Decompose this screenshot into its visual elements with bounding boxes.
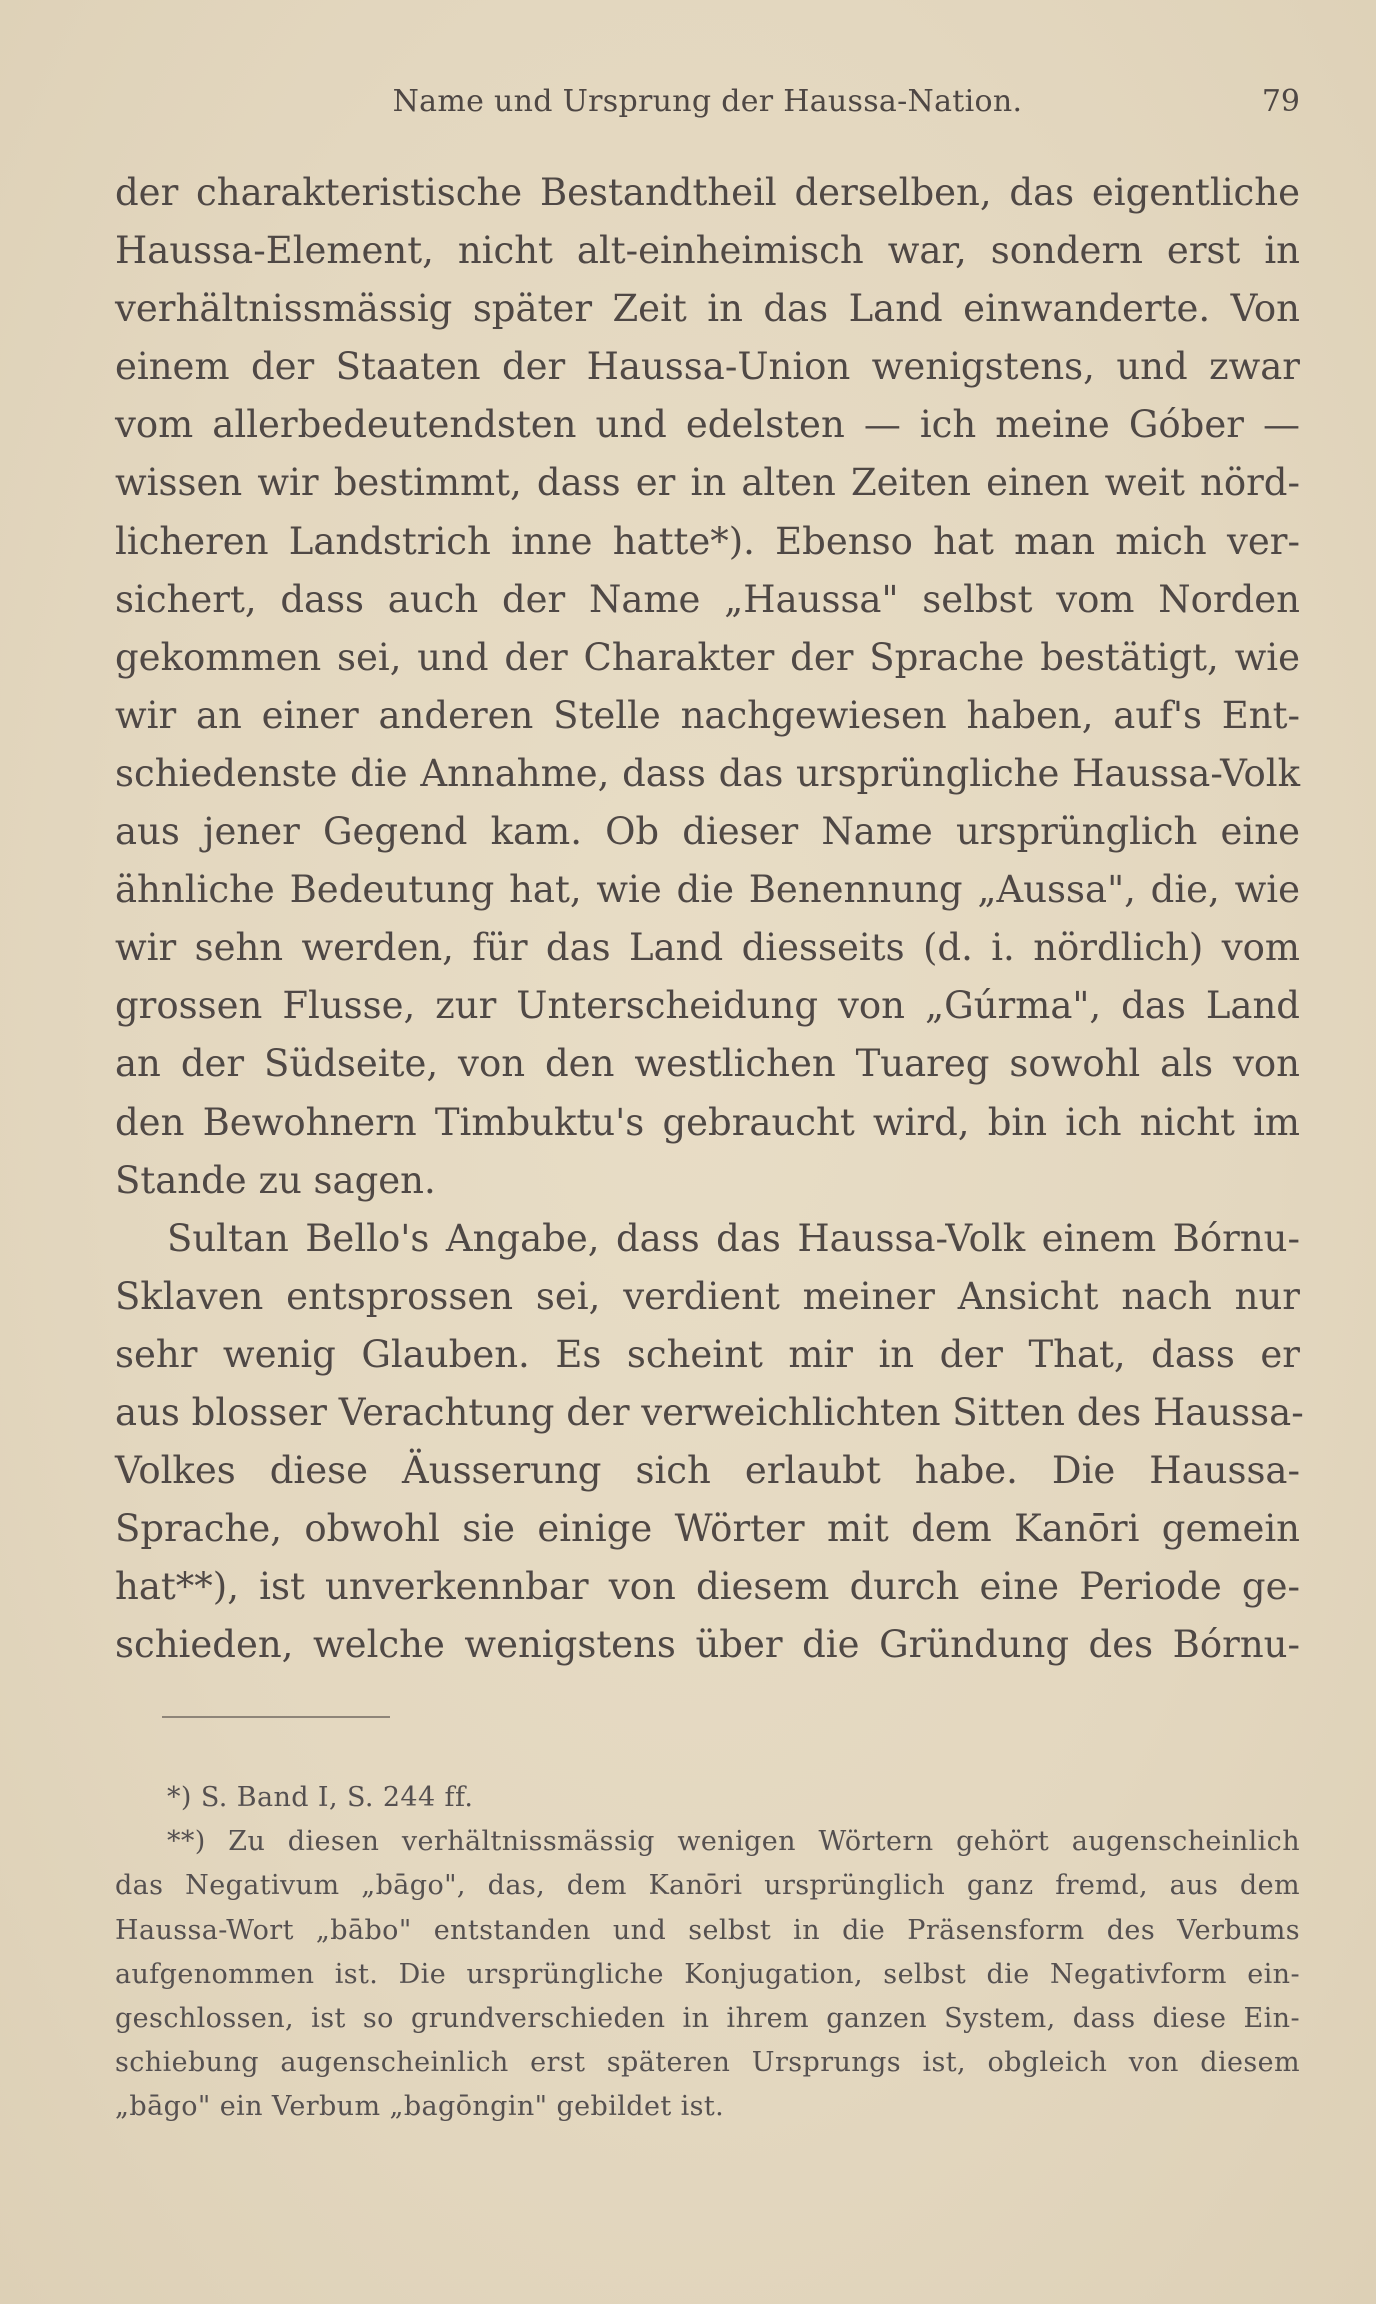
footnote-2-line: aufgenommen ist. Die ursprüngliche Konjugation, selbst die Negativform ein-	[115, 1958, 1300, 1990]
text-line: Sklaven entsprossen sei, verdient meiner Ansicht nach nur	[115, 1274, 1300, 1318]
text-line: schiedenste die Annahme, dass das ursprüngliche Haussa-Volk	[115, 751, 1300, 795]
text-line: gekommen sei, und der Charakter der Sprache bestätigt, wie	[115, 635, 1300, 679]
footnote-1: *) S. Band I, S. 244 ff.	[167, 1782, 474, 1813]
text-line: sichert, dass auch der Name „Haussa" selbst vom Norden	[115, 577, 1300, 621]
running-head	[115, 84, 1300, 134]
text-line: einem der Staaten der Haussa-Union wenigstens, und zwar	[115, 345, 1300, 389]
text-line: aus blosser Verachtung der verweichlichten Sitten des Haussa-	[115, 1390, 1304, 1434]
text-line: der charakteristische Bestandtheil derselben, das eigentliche	[115, 171, 1300, 214]
text-line: Volkes diese Äusserung sich erlaubt habe. Die Haussa-	[115, 1449, 1300, 1493]
footnote-2-line: das Negativum „bāgo", das, dem Kanōri ursprünglich ganz fremd, aus dem	[115, 1870, 1300, 1902]
text-line: Sprache, obwohl sie einige Wörter mit dem Kanōri gemein	[115, 1507, 1300, 1551]
text-line: aus jener Gegend kam. Ob dieser Name ursprünglich eine	[115, 810, 1300, 854]
footnote-2-line: **) Zu diesen verhältnissmässig wenigen Wörtern gehört augenscheinlich	[167, 1826, 1300, 1858]
text-line: vom allerbedeutendsten und edelsten — ich meine Góber —	[115, 403, 1300, 447]
text-line: an der Südseite, von den westlichen Tuareg sowohl als von	[115, 1042, 1300, 1086]
text-line: sehr wenig Glauben. Es scheint mir in der That, dass er	[115, 1332, 1300, 1376]
footnote-2-line: „bāgo" ein Verbum „bagōngin" gebildet ist.	[115, 2091, 725, 2123]
text-line: wir sehn werden, für das Land diesseits (d. i. nördlich) vom	[115, 926, 1300, 970]
footnote-2-line: Haussa-Wort „bābo" entstanden und selbst in die Präsensform des Verbums	[115, 1914, 1300, 1946]
text-line: wissen wir bestimmt, dass er in alten Zeiten einen weit nörd-	[115, 461, 1300, 505]
page-number: 79	[1261, 84, 1300, 119]
footnote-2-line: schiebung augenscheinlich erst späteren Ursprungs ist, obgleich von diesem	[115, 2047, 1300, 2079]
text-line: grossen Flusse, zur Unterscheidung von „Gúrma", das Land	[115, 984, 1300, 1028]
text-line: Haussa-Element, nicht alt-einheimisch war, sondern erst in	[115, 229, 1300, 273]
text-line: verhältnissmässig später Zeit in das Land einwanderte. Von	[115, 287, 1300, 331]
text-line: schieden, welche wenigstens über die Gründung des Bórnu-	[115, 1623, 1300, 1667]
running-title: Name und Ursprung der Haussa-Nation.	[392, 84, 1023, 119]
text-line: ähnliche Bedeutung hat, wie die Benennung „Aussa", die, wie	[115, 868, 1300, 912]
text-line: licheren Landstrich inne hatte*). Ebenso hat man mich ver-	[115, 519, 1300, 563]
paragraph-end-line: Stande zu sagen.	[115, 1158, 436, 1202]
text-line: wir an einer anderen Stelle nachgewiesen haben, auf's Ent-	[115, 693, 1300, 737]
footnote-2-line: geschlossen, ist so grundverschieden in ihrem ganzen System, dass diese Ein-	[115, 2002, 1300, 2034]
paragraph-start-line: Sultan Bello's Angabe, dass das Haussa-Volk einem Bórnu-	[167, 1216, 1300, 1260]
body-text	[115, 164, 1304, 1674]
text-line: hat**), ist unverkennbar von diesem durch eine Periode ge-	[115, 1565, 1300, 1609]
footnotes	[115, 1776, 1300, 2130]
text-line: den Bewohnern Timbuktu's gebraucht wird, bin ich nicht im	[115, 1100, 1300, 1144]
footnote-separator	[162, 1716, 390, 1718]
